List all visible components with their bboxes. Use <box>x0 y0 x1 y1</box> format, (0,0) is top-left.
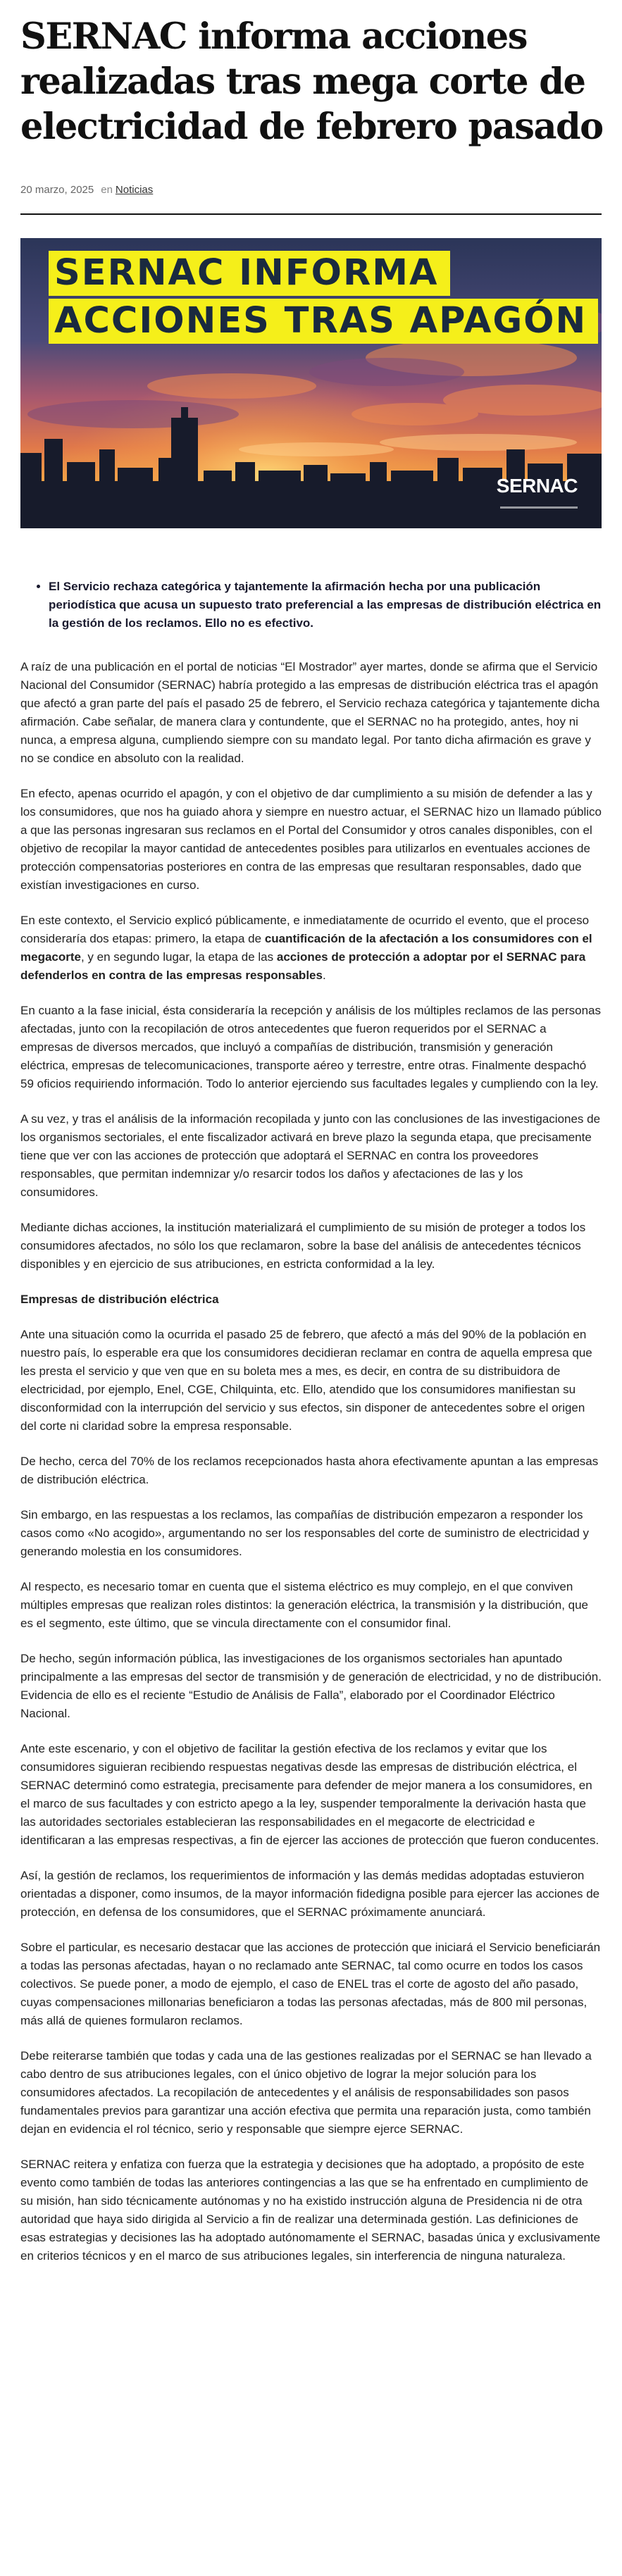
hero-image <box>20 238 602 528</box>
category-prefix: en <box>101 184 113 196</box>
paragraph: De hecho, según información pública, las investigaciones de los organismos sectoriales han apuntado principalmente a las empresas del sector de transmisión y de generación de electricidad, y no de distribución. Evidencia de ello es el reciente “Estudio de Análisis de Falla”, elaborado por el Coordinador Eléctrico Nacional. <box>20 1652 602 1720</box>
paragraph: Sobre el particular, es necesario destacar que las acciones de protección que iniciará el Servicio beneficiarán a todas las personas afectadas, hayan o no reclamado ante SERNAC, tal como ocurre en todos los casos colectivos. Se puede poner, a modo de ejemplo, el caso de ENEL tras el corte de agosto del año pasado, cuyas compensaciones millonarias beneficiaron a todas las personas afectadas, más de 800 mil personas, más allá de quienes formularon reclamos. <box>20 1941 601 2027</box>
category-link[interactable]: Noticias <box>115 184 154 196</box>
paragraph: En cuanto a la fase inicial, ésta consideraría la recepción y análisis de los múltiples reclamos de las personas afectadas, junto con la recopilación de otros antecedentes que fueron requeridos por el SERNAC a empresas de diversos mercados, que incluyó a compañías de distribución, transmisión y generación eléctrica, empresas de telecomunicaciones, transporte aéreo y terrestre, entre otras. Finalmente despachó 59 oficios requiriendo información. Todo lo anterior ejerciendo sus facultades legales y cumpliendo con la ley. <box>20 1004 601 1090</box>
paragraph: A raíz de una publicación en el portal de noticias “El Mostrador” ayer martes, donde se afirma que el Servicio Nacional del Consumidor (SERNAC) habría protegido a las empresas de distribución eléctrica tras el apagón que afectó a gran parte del país el pasado 25 de febrero, el Servicio rechaza categórica y tajantemente dicha afirmación. Cabe señalar, de manera clara y contundente, que el SERNAC no ha protegido, antes, hoy ni nunca, a empresa alguna, cumpliendo siempre con su mandato legal. Por tanto dicha afirmación es grave y no se condice en absoluto con la realidad. <box>20 660 600 765</box>
paragraph: En efecto, apenas ocurrido el apagón, y con el objetivo de dar cumplimiento a su misión de defender a las y los consumidores, que nos ha guiado ahora y siempre en nuestro actuar, el SERNAC hizo un llamado público a que las personas ingresaran sus reclamos en el Portal del Consumidor y otros canales disponibles, con el objetivo de recopilar la mayor cantidad de antecedentes posibles para utilizarlos en eventuales acciones de protección compensatorias posteriores en contra de las empresas que resultaran responsables, dado que existían investigaciones en curso. <box>20 787 602 892</box>
bold-text: acciones de protección a adoptar por el SERNAC para defenderlos en contra de las empresas responsables <box>20 950 586 982</box>
paragraph <box>20 911 602 985</box>
publish-date: 20 marzo, 2025 <box>20 184 94 196</box>
article-body <box>20 578 602 2282</box>
paragraph: SERNAC reitera y enfatiza con fuerza que la estrategia y decisiones que ha adoptado, a propósito de este evento como también de todas las anteriores contingencias a las que se ha enfrentado en cumplimiento de su misión, han sido técnicamente autónomas y no ha existido instrucción alguna de Presidencia ni de otra autoridad que haya sido dirigida al Servicio a fin de realizar una determinada gestión. Las definiciones de esas estrategias y decisiones las ha adoptado autónomamente el SERNAC, basadas única y exclusivamente en criterios técnicos y en el marco de sus atribuciones legales, sin interferencia de ninguna naturaleza. <box>20 2158 601 2263</box>
paragraph: Al respecto, es necesario tomar en cuenta que el sistema eléctrico es muy complejo, en el que conviven múltiples empresas que realizan roles distintos: la generación eléctrica, la transmisión y la distribución, que es el segmento, este último, que se vincula directamente con el consumidor final. <box>20 1580 589 1630</box>
highlight-item: • El Servicio rechaza categórica y tajantemente la afirmación hecha por una publicación periodística que acusa un supuesto trato preferencial a las empresas de distribución eléctrica en la gestión de los reclamos. Ello no es efectivo. <box>49 578 602 633</box>
paragraph: De hecho, cerca del 70% de los reclamos recepcionados hasta ahora efectivamente apuntan a las empresas de distribución eléctrica. <box>20 1455 599 1486</box>
paragraph: Ante este escenario, y con el objetivo de facilitar la gestión efectiva de los reclamos y evitar que los consumidores siguieran recibiendo respuestas negativas desde las empresas de distribución eléctrica, el SERNAC determinó como estrategia, precisamente para defender de mejor manera a los consumidores, en el marco de sus facultades y con estricto apego a la ley, suspender temporalmente la derivación hasta que las autoridades sectoriales establecieran las responsabilidades en el megacorte de electricidad e identificaran a las empresas respectivas, a fin de ejercer las acciones de protección que fueron conducentes. <box>20 1742 599 1847</box>
article-meta <box>20 184 153 196</box>
paragraph: Sin embargo, en las respuestas a los reclamos, las compañías de distribución empezaron a responder los casos como «No acogido», argumentando no ser los responsables del corte de suministro de electricidad y generando molestia en los consumidores. <box>20 1508 590 1558</box>
sernac-logo: SERNAC <box>496 475 578 497</box>
title-divider <box>20 213 602 215</box>
text-run: , y en segundo lugar, la etapa de las <box>80 950 277 964</box>
logo-underline <box>500 506 578 509</box>
bold-text: cuantificación de la afectación a los consumidores con el megacorte <box>20 932 592 964</box>
text-run: . <box>322 969 326 982</box>
hero-headline-line-1: SERNAC INFORMA <box>49 251 450 296</box>
highlight-list <box>20 578 602 633</box>
paragraph: A su vez, y tras el análisis de la información recopilada y junto con las conclusiones de las investigaciones de los organismos sectoriales, el ente fiscalizador activará en breve plazo la segunda etapa, que precisamente tiene que ver con las acciones de protección que adoptará el SERNAC en contra los proveedores responsables, que permitan indemnizar y/o resarcir todos los daños y afectaciones de las y los consumidores. <box>20 1112 601 1199</box>
paragraph: Así, la gestión de reclamos, los requerimientos de información y las demás medidas adoptadas estuvieron orientadas a disponer, como insumos, de la mayor información fidedigna posible para ejercer las acciones de protección, en defensa de los consumidores, que el SERNAC próximamente anunciará. <box>20 1869 600 1919</box>
paragraph: Ante una situación como la ocurrida el pasado 25 de febrero, que afectó a más del 90% de la población en nuestro país, lo esperable era que los consumidores decidieran reclamar en contra de aquella empresa que les presta el servicio y que ven que en su boleta mes a mes, es decir, en contra de su distribuidora de electricidad, por ejemplo, Enel, CGE, Chilquinta, etc. Ello, atendido que los consumidores manifiestan su disconformidad con la interrupción del servicio y sus efectos, sin disponer de antecedentes sobre el origen del corte ni claridad sobre la empresa responsable. <box>20 1328 592 1433</box>
paragraph: Debe reiterarse también que todas y cada una de las gestiones realizadas por el SERNAC se han llevado a cabo dentro de sus atribuciones legales, con el único objetivo de lograr la mejor solución para los consumidores afectados. La recopilación de antecedentes y el análisis de responsabilidades son pasos fundamentales previos para garantizar una acción efectiva que permita una reparación justa, como también dejan en evidencia el rol técnico, serio y responsable que siempre ejerce SERNAC. <box>20 2049 592 2136</box>
text-run: En este contexto, el Servicio explicó públicamente, e inmediatamente de ocurrido el evento, que el proceso consideraría dos etapas: primero, la etapa de <box>20 914 590 945</box>
hero-headline-line-2: ACCIONES TRAS APAGÓN <box>49 299 598 344</box>
article-title: SERNAC informa acciones realizadas tras mega corte de electricidad de febrero pasado <box>20 15 603 148</box>
paragraph: Mediante dichas acciones, la institución materializará el cumplimiento de su misión de proteger a todos los consumidores afectados, no sólo los que reclamaron, sobre la base del análisis de antecedentes técnicos disponibles y en ejercicio de sus atribuciones, en estricta conformidad a la ley. <box>20 1221 586 1271</box>
section-heading: Empresas de distribución eléctrica <box>20 1293 219 1306</box>
